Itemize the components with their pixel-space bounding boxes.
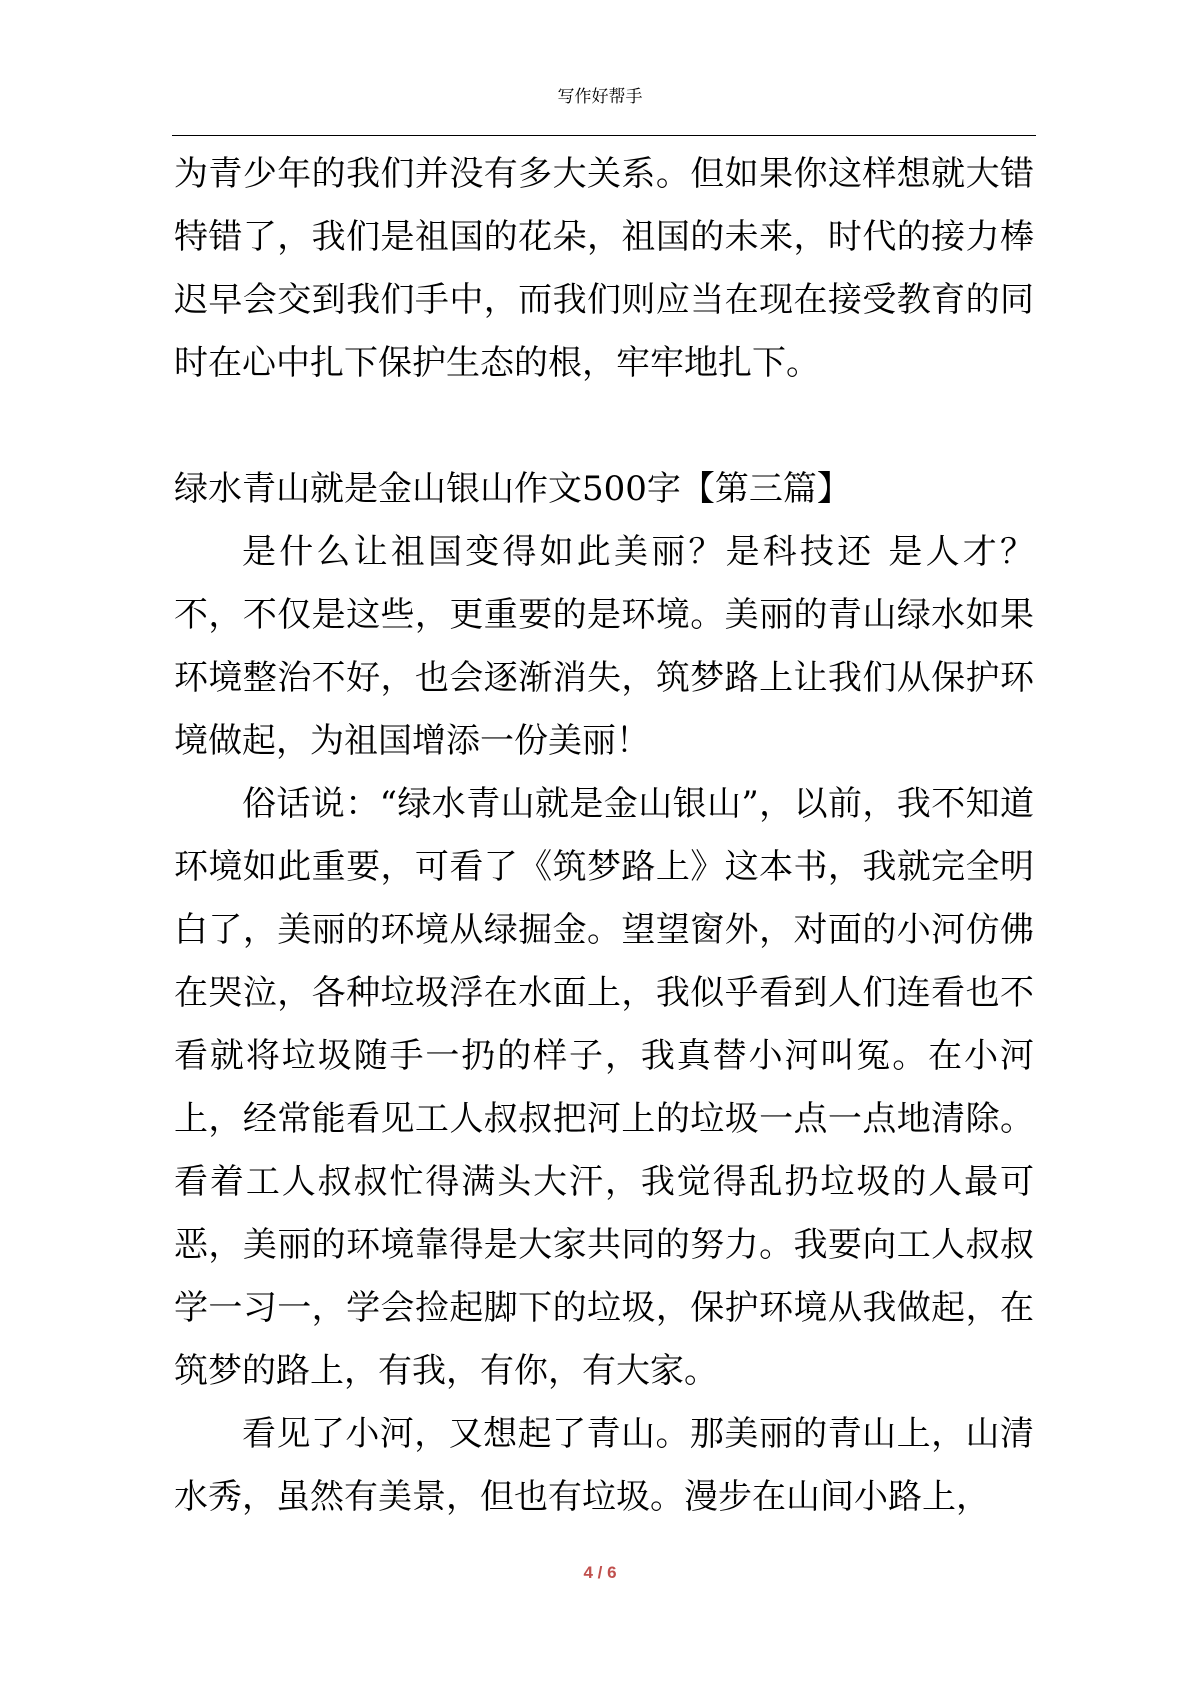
header-divider bbox=[172, 135, 1036, 136]
document-body bbox=[174, 143, 1034, 1529]
section-title: 绿水青山就是金山银山作文500字【第三篇】 bbox=[174, 469, 851, 509]
page-header: 写作好帮手 bbox=[557, 87, 643, 107]
continuation-paragraph: 为青少年的我们并没有多大关系。但如果你这样想就大错特错了，我们是祖国的花朵，祖国的未来，时代的接力棒迟早会交到我们手中，而我们则应当在现在接受教育的同时在心中扎下保护生态的根，牢牢地扎下。 bbox=[174, 154, 1034, 383]
paragraph-spacer bbox=[174, 395, 1034, 458]
body-paragraph: 是什么让祖国变得如此美丽？是科技还 是人才？不，不仅是这些，更重要的是环境。美丽的青山绿水如果环境整治不好，也会逐渐消失，筑梦路上让我们从保护环境做起，为祖国增添一份美丽！ bbox=[174, 532, 1034, 761]
body-paragraph: 俗话说：“绿水青山就是金山银山”，以前，我不知道环境如此重要，可看了《筑梦路上》这本书，我就完全明白了，美丽的环境从绿掘金。望望窗外，对面的小河仿佛在哭泣，各种垃圾浮在水面上，我似乎看到人们连看也不看就将垃圾随手一扔的样子，我真替小河叫冤。在小河上，经常能看见工人叔叔把河上的垃圾一点一点地清除。看着工人叔叔忙得满头大汗，我觉得乱扔垃圾的人最可恶，美丽的环境靠得是大家共同的努力。我要向工人叔叔学一习一，学会捡起脚下的垃圾，保护环境从我做起，在筑梦的路上，有我，有你，有大家。 bbox=[174, 784, 1034, 1391]
page-number: 4 / 6 bbox=[583, 1563, 617, 1582]
body-paragraph: 看见了小河，又想起了青山。那美丽的青山上，山清水秀，虽然有美景，但也有垃圾。漫步在山间小路上， bbox=[174, 1414, 1034, 1517]
